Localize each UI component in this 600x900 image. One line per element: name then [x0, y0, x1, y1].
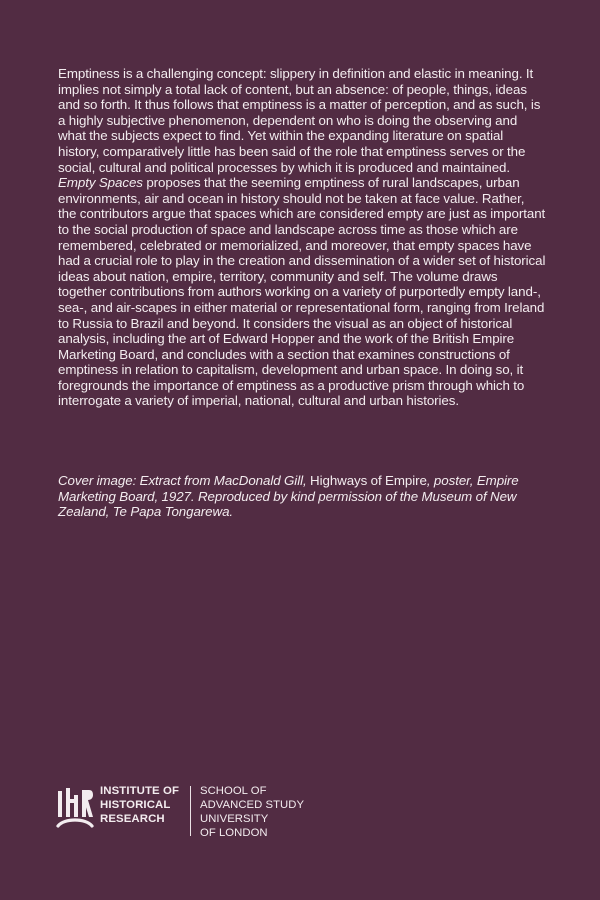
- cover-credit-suffix: , poster, Empire Marketing Board, 1927. Reproduced by kind permission of the Museum of New Zealand, Te Papa Tongarewa.: [58, 473, 519, 520]
- book-description: [58, 66, 546, 409]
- school-name-line: UNIVERSITY: [200, 813, 269, 825]
- description-text-part-one: Emptiness is a challenging concept: slippery in definition and elastic in meaning. It implies not simply a total lack of content, but an absence: of people, things, ideas and so forth. It thus follows that emptiness is a matter of perception, and as such, is a highly subjective phenomenon, dependent on who is doing the observing and what the subjects expect to find. Yet within the expanding literature on spatial history, comparatively little has been said of the role that emptiness serves or the social, cultural and political processes by which it is produced and maintained.: [58, 66, 541, 175]
- book-title: Empty Spaces: [58, 175, 143, 191]
- school-name-line: OF LONDON: [200, 827, 268, 839]
- ihr-name-line: INSTITUTE OF: [100, 785, 180, 797]
- cover-credit-prefix: Cover image: Extract from MacDonald Gill,: [58, 473, 307, 488]
- description-paragraph: [58, 66, 546, 409]
- ihr-logo-icon: [56, 784, 94, 832]
- cover-image-credit: [58, 473, 546, 520]
- ihr-name: [100, 784, 192, 826]
- description-text-part-two: proposes that the seeming emptiness of rural landscapes, urban environments, air and ocean in history should not be taken at face value. Rather, the contributors argue that spaces which are considered empty are just as important to the social production of space and landscape across time as those which are remembered, celebrated or memorialized, and moreover, that empty spaces have had a crucial role to play in the creation and dissemination of a wider set of historical ideas about nation, empire, territory, community and self. The volume draws together contributions from authors working on a variety of purportedly empty land-, sea-, and air-scapes in either material or representational form, ranging from Ireland to Russia to Brazil and beyond. It considers the visual as an object of historical analysis, including the art of Edward Hopper and the work of the British Empire Marketing Board, and concludes with a section that examines constructions of emptiness in relation to capitalism, development and urban space. In doing so, it foregrounds the importance of emptiness as a productive prism through which to interrogate a variety of imperial, national, cultural and urban histories.: [58, 175, 546, 409]
- school-name-line: SCHOOL OF: [200, 785, 267, 797]
- publisher-footer: [56, 784, 326, 840]
- school-name: [200, 784, 325, 840]
- publisher-divider: [190, 786, 191, 836]
- school-name-line: ADVANCED STUDY: [200, 799, 305, 811]
- ihr-name-line: HISTORICAL: [100, 799, 171, 811]
- ihr-name-line: RESEARCH: [100, 813, 165, 825]
- artwork-title: Highways of Empire: [310, 473, 427, 488]
